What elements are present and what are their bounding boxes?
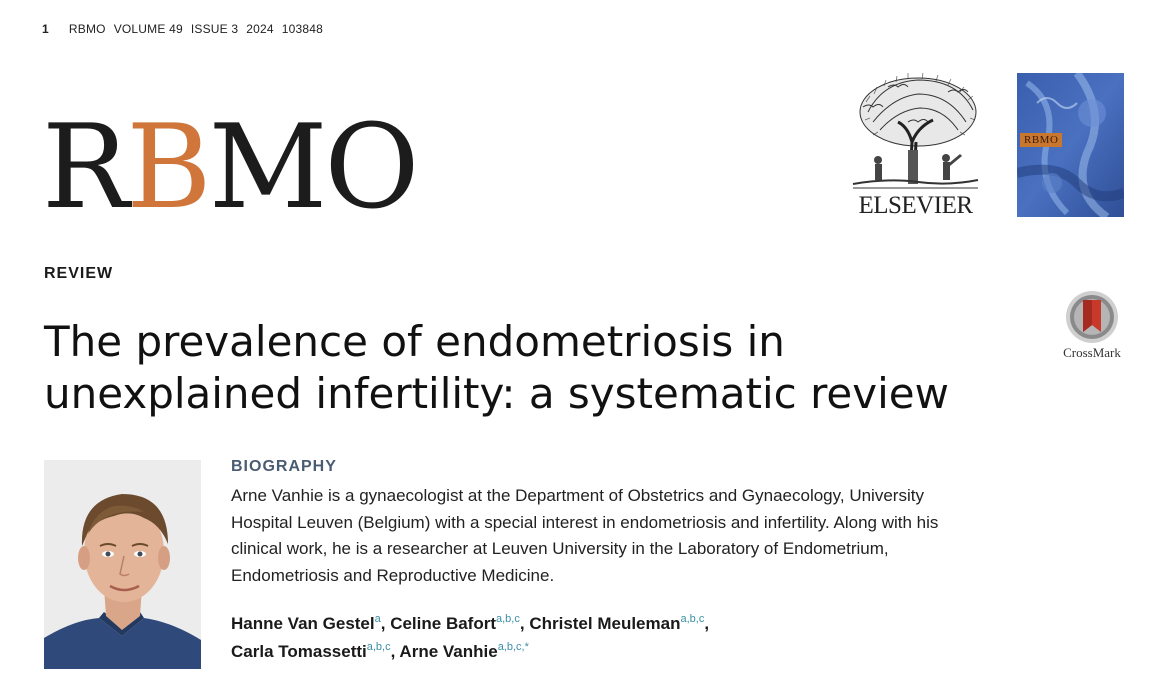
author-list — [231, 610, 1131, 666]
crossmark-icon — [1052, 290, 1132, 346]
author-separator: , — [519, 614, 530, 633]
biography-heading: BIOGRAPHY — [231, 458, 337, 475]
affiliation-marker[interactable]: a,b,c — [496, 613, 520, 625]
crossmark-label: CrossMark — [1063, 345, 1121, 360]
author-name[interactable]: Christel Meuleman — [529, 614, 681, 633]
article-title — [44, 316, 1004, 420]
author-separator: , — [380, 614, 391, 633]
elsevier-tree-icon — [848, 72, 983, 190]
title-line-2: unexplained infertility: a systematic review — [44, 369, 949, 418]
journal-abbrev: RBMO — [68, 22, 106, 36]
logo-letter-b: B — [126, 100, 209, 235]
article-number: 103848 — [281, 22, 324, 36]
author-name[interactable]: Celine Bafort — [390, 614, 496, 633]
publisher-logo[interactable] — [848, 72, 983, 222]
journal-cover-image[interactable] — [1017, 73, 1124, 217]
publisher-name: ELSEVIER — [858, 192, 973, 219]
article-type-label: REVIEW — [44, 265, 114, 282]
issue: ISSUE 3 — [190, 22, 239, 36]
biography-line: Hospital Leuven (Belgium) with a special interest in endometriosis and infertility. Along with his — [231, 512, 939, 532]
biography-line: clinical work, he is a researcher at Leuven University in the Laboratory of Endometrium, — [231, 539, 889, 558]
page-number: 1 — [42, 22, 49, 36]
author-separator: , — [704, 614, 710, 633]
affiliation-marker[interactable]: a — [374, 613, 381, 625]
crossmark-button[interactable] — [1052, 290, 1132, 365]
logo-letters-mo: MO — [208, 100, 417, 235]
author-portrait — [44, 460, 201, 669]
biography-line: Endometriosis and Reproductive Medicine. — [231, 565, 555, 585]
author-line-2 — [231, 638, 1131, 666]
cover-journal-label: RBMO — [1020, 133, 1062, 147]
affiliation-marker[interactable]: a,b,c,* — [497, 641, 529, 653]
affiliation-marker[interactable]: a,b,c — [680, 613, 705, 625]
biography-text — [231, 483, 1111, 589]
author-name[interactable]: Arne Vanhie — [399, 642, 498, 661]
author-name[interactable]: Hanne Van Gestel — [231, 614, 375, 633]
author-line-1 — [231, 610, 1131, 638]
logo-letter-r: R — [42, 100, 127, 235]
year: 2024 — [246, 22, 274, 36]
author-separator: , — [390, 642, 400, 661]
journal-logo — [42, 100, 417, 235]
biography-line: Arne Vanhie is a gynaecologist at the Department of Obstetrics and Gynaecology, University — [231, 486, 924, 505]
author-name[interactable]: Carla Tomassetti — [231, 642, 367, 661]
title-line-1: The prevalence of endometriosis in — [44, 317, 785, 366]
author-photo — [44, 460, 201, 669]
affiliation-marker[interactable]: a,b,c — [366, 641, 391, 653]
running-header — [42, 22, 323, 36]
volume: VOLUME 49 — [113, 22, 183, 36]
